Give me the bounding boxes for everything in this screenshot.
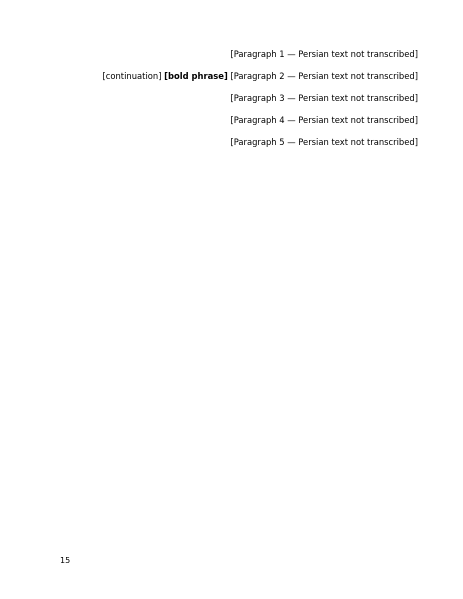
text-run: [Paragraph 3 — Persian text not transcribed] [230, 93, 418, 103]
paragraph-1 [50, 48, 418, 61]
text-run: [Paragraph 4 — Persian text not transcribed] [230, 115, 418, 125]
paragraph-5 [50, 136, 418, 149]
text-run: [continuation] [102, 71, 162, 81]
paragraph-4 [50, 114, 418, 127]
paragraph-3 [50, 92, 418, 105]
text-run: [Paragraph 2 — Persian text not transcribed] [230, 71, 418, 81]
page-number: 15 [60, 556, 71, 565]
bold-phrase: [bold phrase] [164, 71, 228, 81]
text-run: [Paragraph 5 — Persian text not transcribed] [230, 137, 418, 147]
text-run: [Paragraph 1 — Persian text not transcribed] [230, 49, 418, 59]
body-text [50, 48, 418, 158]
paragraph-2 [50, 70, 418, 83]
